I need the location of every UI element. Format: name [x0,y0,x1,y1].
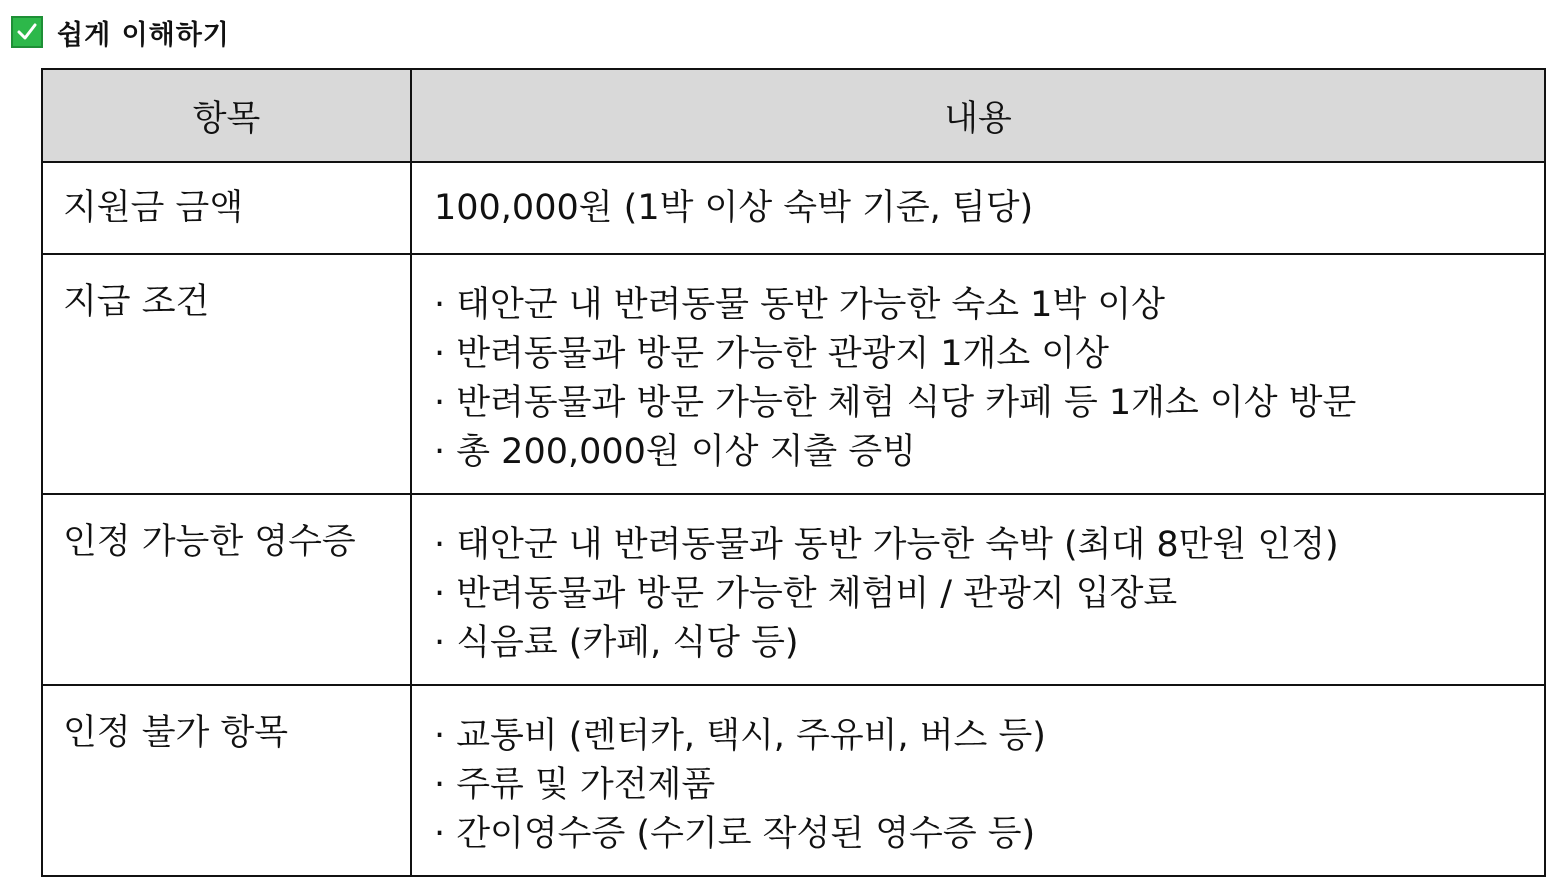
check-mark-icon [16,21,38,43]
content-line: · 주류 및 가전제품 [434,765,716,805]
row-label [42,254,411,494]
row-content [411,685,1545,876]
content-line: 100,000원 (1박 이상 숙박 기준, 팀당) [434,188,1034,228]
section-heading [11,14,230,50]
content-line: · 식음료 (카페, 식당 등) [434,623,799,663]
row-label [42,685,411,876]
support-info-table [41,68,1546,877]
row-label-text: 인정 불가 항목 [63,713,289,753]
content-line: · 교통비 (렌터카, 택시, 주유비, 버스 등) [434,716,1046,756]
table-row [42,162,1545,254]
row-content [411,254,1545,494]
content-line: · 태안군 내 반려동물과 동반 가능한 숙박 (최대 8만원 인정) [434,525,1339,565]
table-row [42,494,1545,685]
content-line: · 총 200,000원 이상 지출 증빙 [434,432,916,472]
table-row [42,254,1545,494]
content-line: · 간이영수증 (수기로 작성된 영수증 등) [434,814,1036,854]
row-label [42,494,411,685]
content-line: · 반려동물과 방문 가능한 체험비 / 관광지 입장료 [434,574,1178,614]
row-label [42,162,411,254]
row-label-text: 지급 조건 [63,282,210,322]
content-line: · 반려동물과 방문 가능한 체험 식당 카페 등 1개소 이상 방문 [434,383,1357,423]
content-line: · 반려동물과 방문 가능한 관광지 1개소 이상 [434,334,1109,374]
row-label-text: 지원금 금액 [63,188,244,228]
header-content: 내용 [411,69,1545,162]
check-box-icon [11,16,43,48]
header-item: 항목 [42,69,411,162]
content-line: · 태안군 내 반려동물 동반 가능한 숙소 1박 이상 [434,285,1165,325]
row-content [411,494,1545,685]
heading-title: 쉽게 이해하기 [57,19,230,51]
row-content [411,162,1545,254]
table-header-row [42,69,1545,162]
row-label-text: 인정 가능한 영수증 [63,522,356,562]
table-row [42,685,1545,876]
